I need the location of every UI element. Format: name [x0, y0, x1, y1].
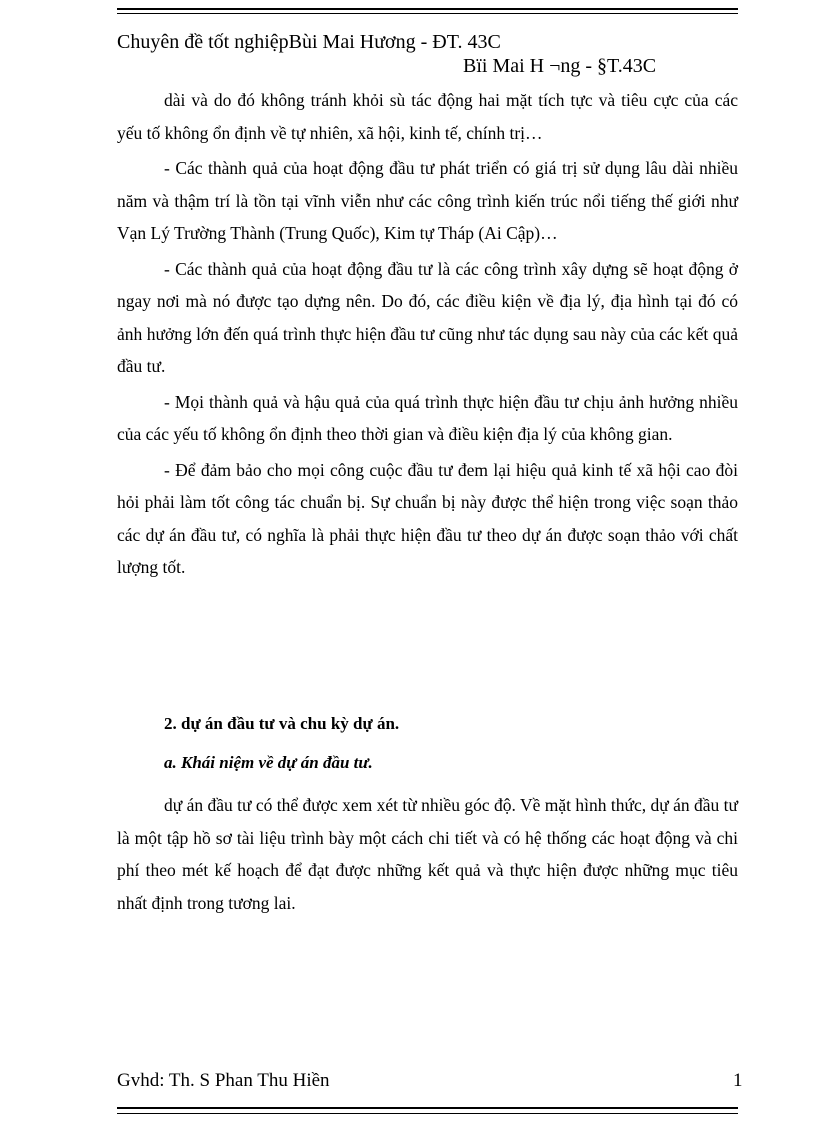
paragraph-4: - Mọi thành quả và hậu quả của quá trình thực hiện đầu tư chịu ảnh hưởng nhiều của các yếu tố không ổn định theo thời gian và điều kiện địa lý của không gian. [117, 391, 738, 444]
body-top [117, 84, 738, 587]
footer-rule-top [117, 1107, 738, 1109]
header-author-garbled: Bïi Mai H ¬ng - §T.43C [463, 55, 657, 77]
paragraph-5: - Để đảm bảo cho mọi công cuộc đầu tư đem lại hiệu quả kinh tế xã hội cao đòi hỏi phải làm tốt công tác chuẩn bị. Sự chuẩn bị này được thể hiện trong việc soạn thảo các dự án đầu tư, có nghĩa là phải thực hiện đầu tư theo dự án được soạn thảo với chất lượng tốt. [117, 459, 738, 577]
paragraph-1: dài và do đó không tránh khỏi sù tác động hai mặt tích tực và tiêu cực của các yếu tố không ổn định về tự nhiên, xã hội, kinh tế, chính trị… [117, 90, 738, 143]
body-bottom [117, 789, 738, 922]
header-rule-bottom [117, 13, 738, 14]
paragraph-2: - Các thành quả của hoạt động đầu tư phát triển có giá trị sử dụng lâu dài nhiều năm và thậm trí là tồn tại vĩnh viễn như các công trình kiến trúc nổi tiếng thế giới như Vạn Lý Trường Thành (Trung Quốc), Kim tự Tháp (Ai Cập)… [117, 158, 738, 243]
header-title: Chuyên đề tốt nghiệpBùi Mai Hương - ĐT. 43C [117, 31, 501, 53]
page-number: 1 [733, 1070, 743, 1091]
footer-advisor: Gvhd: Th. S Phan Thu Hiền [117, 1070, 330, 1091]
footer-rule-bottom [117, 1113, 738, 1114]
subsection-heading: a. Khái niệm về dự án đầu tư. [164, 753, 373, 772]
header-rule-top [117, 8, 738, 10]
section-heading: 2. dự án đầu tư và chu kỳ dự án. [164, 714, 400, 733]
paragraph-3: - Các thành quả của hoạt động đầu tư là các công trình xây dựng sẽ hoạt động ở ngay nơi mà nó được tạo dựng nên. Do đó, các điều kiện về địa lý, địa hình tại đó có ảnh hưởng lớn đến quá trình thực hiện đầu tư cũng như tác dụng sau này của các kết quả đầu tư. [117, 258, 738, 376]
paragraph-6: dự án đầu tư có thể được xem xét từ nhiều góc độ. Về mặt hình thức, dự án đầu tư là một tập hồ sơ tài liệu trình bày một cách chi tiết và có hệ thống các hoạt động và chi phí theo mét kế hoạch để đạt được những kết quả và thực hiện được những mục tiêu nhất định trong tương lai. [117, 795, 738, 913]
